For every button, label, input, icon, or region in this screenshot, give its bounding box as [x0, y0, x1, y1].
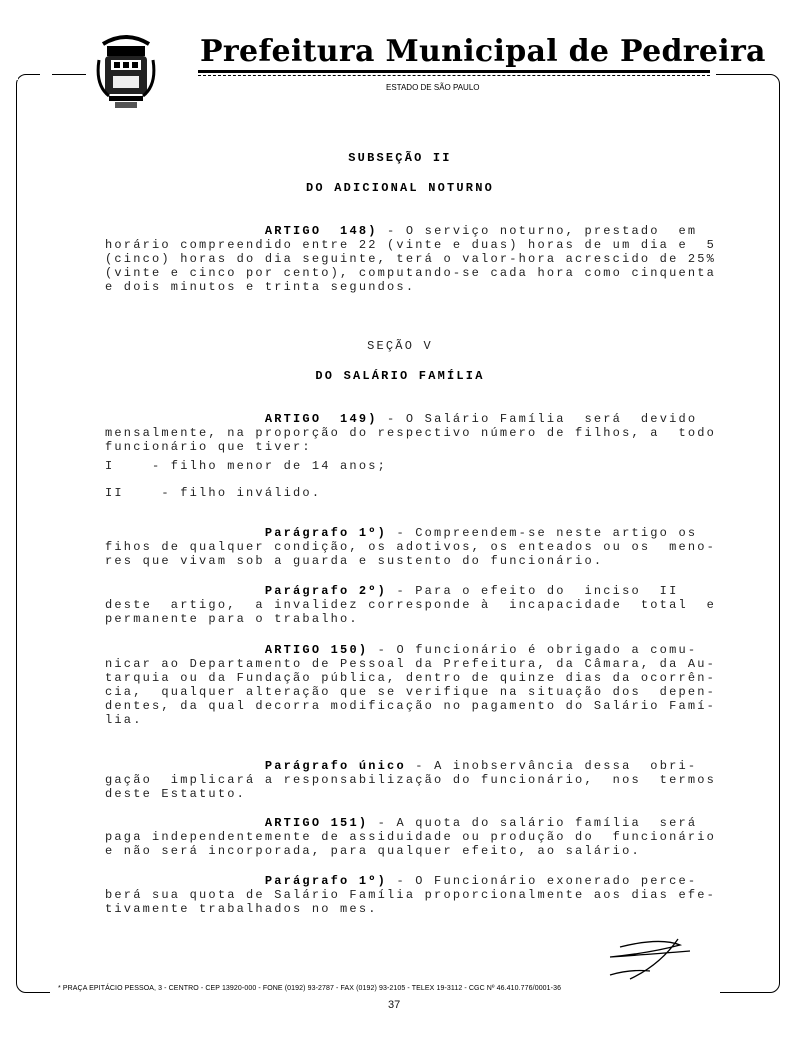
article-heading: ARTIGO 151) [264, 816, 369, 830]
paragraph-line: (vinte e cinco por cento), computando-se cada hora como cinquenta [105, 266, 717, 280]
header-rule-dashed [198, 75, 710, 77]
article-heading: Parágrafo único [264, 759, 406, 773]
paragraph-line: fihos de qualquer condição, os adotivos, os enteados ou os meno- [105, 540, 717, 554]
paragraph-line: paga independentemente de assiduidade ou produção do funcionário [105, 830, 717, 844]
paragraph-line: gação implicará a responsabilização do funcionário, nos termos [105, 773, 717, 787]
paragraph-line: SEÇÃO V [367, 339, 433, 353]
paragraph-line: ARTIGO 149) - O Salário Família será devido [264, 412, 698, 426]
paragraph-line: horário compreendido entre 22 (vinte e duas) horas de um dia e 5 [105, 238, 717, 252]
paragraph-line: tivamente trabalhados no mes. [105, 902, 378, 916]
header-rule [198, 70, 710, 73]
paragraph-line: Parágrafo 1º) - Compreendem-se neste artigo os [264, 526, 698, 540]
article-heading: Parágrafo 1º) [264, 526, 388, 540]
article-heading: ARTIGO 148) [264, 224, 378, 238]
paragraph-line: DO ADICIONAL NOTURNO [305, 181, 495, 195]
paragraph-line: I - filho menor de 14 anos; [105, 459, 388, 473]
paragraph-line: mensalmente, na proporção do respectivo número de filhos, a todo [105, 426, 717, 440]
paragraph-line: DO SALÁRIO FAMÍLIA [315, 369, 485, 383]
paragraph-line: e não será incorporada, para qualquer efeito, ao salário. [105, 844, 641, 858]
paragraph-line: res que vivam sob a guarda e sustento do funcionário. [105, 554, 604, 568]
paragraph-line: deste Estatuto. [105, 787, 247, 801]
header-title: Prefeitura Municipal de Pedreira [200, 34, 766, 69]
paragraph-line: (cinco) horas do dia seguinte, terá o valor-hora acrescido de 25% [105, 252, 717, 266]
paragraph-line: lia. [105, 713, 143, 727]
article-heading: ARTIGO 150) [264, 643, 369, 657]
paragraph-line: Parágrafo 2º) - Para o efeito do inciso II [264, 584, 679, 598]
paragraph-line: II - filho inválido. [105, 486, 322, 500]
paragraph-line: SUBSEÇÃO II [348, 151, 452, 165]
paragraph-line: tarquia ou da Fundação pública, dentro de quinze dias da ocorrên- [105, 671, 717, 685]
paragraph-line: nicar ao Departamento de Pessoal da Prefeitura, da Câmara, da Au- [105, 657, 717, 671]
paragraph-line: deste artigo, a invalidez corresponde à incapacidade total e [105, 598, 717, 612]
page-number: 37 [388, 999, 401, 1011]
paragraph-line: permanente para o trabalho. [105, 612, 359, 626]
footer-address: * PRAÇA EPITÁCIO PESSOA, 3 - CENTRO - CEP 13920-000 - FONE (0192) 93-2787 - FAX (0192) 93-2105 - TELEX 19-3112 - CGC Nº 46.410.776/0001-36 [58, 985, 562, 992]
paragraph-line: ARTIGO 150) - O funcionário é obrigado a comu- [264, 643, 698, 657]
paragraph-line: Parágrafo único - A inobservância dessa obri- [264, 759, 698, 773]
article-heading: Parágrafo 1º) [264, 874, 388, 888]
paragraph-line: ARTIGO 148) - O serviço noturno, prestado em [264, 224, 698, 238]
signature [580, 935, 700, 985]
paragraph-line: e dois minutos e trinta segundos. [105, 280, 416, 294]
city-crest-logo [95, 30, 157, 110]
paragraph-line: ARTIGO 151) - A quota do salário família será [264, 816, 698, 830]
paragraph-line: dentes, da qual decorra modificação no pagamento do Salário Famí- [105, 699, 717, 713]
article-heading: Parágrafo 2º) [264, 584, 388, 598]
article-heading: ARTIGO 149) [264, 412, 378, 426]
paragraph-line: cia, qualquer alteração que se verifique na situação dos depen- [105, 685, 717, 699]
paragraph-line: Parágrafo 1º) - O Funcionário exonerado perce- [264, 874, 698, 888]
paragraph-line: berá sua quota de Salário Família proporcionalmente aos dias efe- [105, 888, 717, 902]
header-subtitle: ESTADO DE SÃO PAULO [386, 83, 480, 92]
paragraph-line: funcionário que tiver: [105, 440, 312, 454]
